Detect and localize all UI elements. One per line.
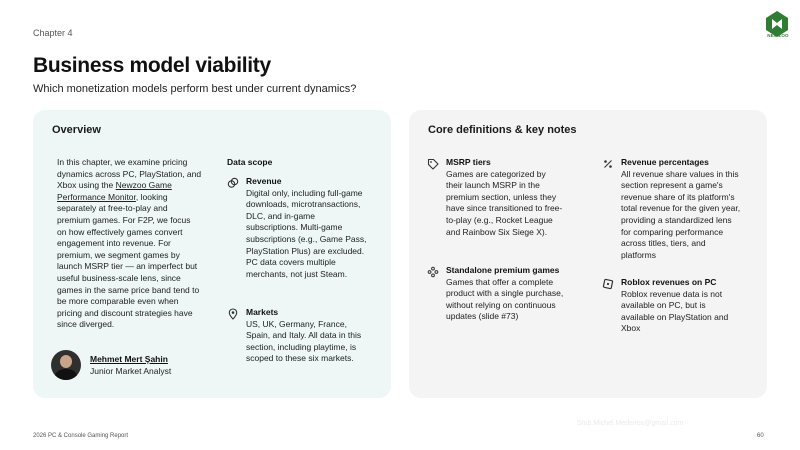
revenue-percentages-title: Revenue percentages bbox=[621, 157, 709, 167]
revenue-percentages-body: All revenue share values in this section represent a game's revenue share of its platform's total revenue for the given year, providing a standardized lens for comparing performance across titles, tiers, and platforms bbox=[621, 168, 741, 260]
msrp-tiers-body: Games are categorized by their launch MSRP in the premium section, unless they have since transitioned to free-to-play (e.g., Rocket League and Rainbow Six Siege X). bbox=[446, 168, 563, 237]
roblox-icon bbox=[602, 277, 616, 291]
standalone-premium-body: Games that offer a complete product with a single purchase, without relying on continuous updates (slide #73) bbox=[446, 276, 564, 322]
gamepad-icon bbox=[427, 265, 441, 279]
roblox-revenues-body: Roblox revenue data is not available on PC, but is available on PlayStation and Xbox bbox=[621, 288, 729, 334]
avatar bbox=[51, 350, 81, 380]
author-card bbox=[51, 350, 171, 380]
intro-text-start: In this chapter, we examine pricing dynamics across PC, PlayStation, and Xbox using the bbox=[57, 157, 202, 191]
price-tag-icon bbox=[427, 157, 441, 171]
logo-text: NEWZOO bbox=[767, 33, 789, 38]
overview-panel bbox=[33, 110, 391, 398]
roblox-revenues-item bbox=[602, 277, 752, 335]
definitions-heading: Core definitions & key notes bbox=[428, 124, 577, 136]
revenue-percentages-item bbox=[602, 157, 752, 261]
overview-intro bbox=[57, 157, 202, 331]
page-title: Business model viability bbox=[33, 54, 271, 77]
percent-icon bbox=[602, 157, 616, 171]
msrp-tiers-item bbox=[427, 157, 577, 238]
revenue-scope-title: Revenue bbox=[246, 176, 282, 186]
game-performance-monitor-link[interactable]: Newzoo Game Performance Monitor bbox=[57, 180, 172, 202]
markets-scope-item bbox=[227, 307, 377, 365]
coins-icon bbox=[227, 176, 241, 190]
footer-report-name: 2026 PC & Console Gaming Report bbox=[33, 433, 129, 439]
page-subtitle: Which monetization models perform best under current dynamics? bbox=[33, 83, 357, 95]
revenue-scope-item bbox=[227, 176, 377, 280]
standalone-premium-item bbox=[427, 265, 577, 323]
standalone-premium-title: Standalone premium games bbox=[446, 265, 560, 275]
roblox-revenues-title: Roblox revenues on PC bbox=[621, 277, 717, 287]
page-number: 60 bbox=[757, 433, 764, 439]
intro-text-end: , looking separately at free-to-play and premium games. For F2P, we focus on how effectively games convert engagement into revenue. For premium, we segment games by launch MSRP tier — an imperfect but useful business-scale lens, since games in the same price band tend to be more comparable even when pricing and discount strategies have since diverged. bbox=[57, 191, 200, 330]
overview-heading: Overview bbox=[52, 124, 101, 136]
location-pin-icon bbox=[227, 307, 241, 321]
data-scope-title: Data scope bbox=[227, 157, 273, 167]
revenue-scope-body: Digital only, including full-game downloads, microtransactions, DLC, and in-game subscriptions. Multi-game subscriptions (e.g., Game Pass, PlayStation Plus) are excluded. PC data covers multiple merchants, not just Steam. bbox=[246, 187, 367, 279]
msrp-tiers-title: MSRP tiers bbox=[446, 157, 491, 167]
author-name-link[interactable]: Mehmet Mert Şahin bbox=[90, 354, 168, 364]
definitions-panel bbox=[409, 110, 767, 398]
author-role: Junior Market Analyst bbox=[90, 366, 172, 376]
watermark: Stub.Michel.Medeiros@gmail.com bbox=[577, 420, 684, 427]
markets-scope-body: US, UK, Germany, France, Spain, and Italy. All data in this section, including playtime, is scoped to these six markets. bbox=[246, 318, 362, 364]
chapter-label: Chapter 4 bbox=[33, 28, 73, 38]
markets-scope-title: Markets bbox=[246, 307, 279, 317]
